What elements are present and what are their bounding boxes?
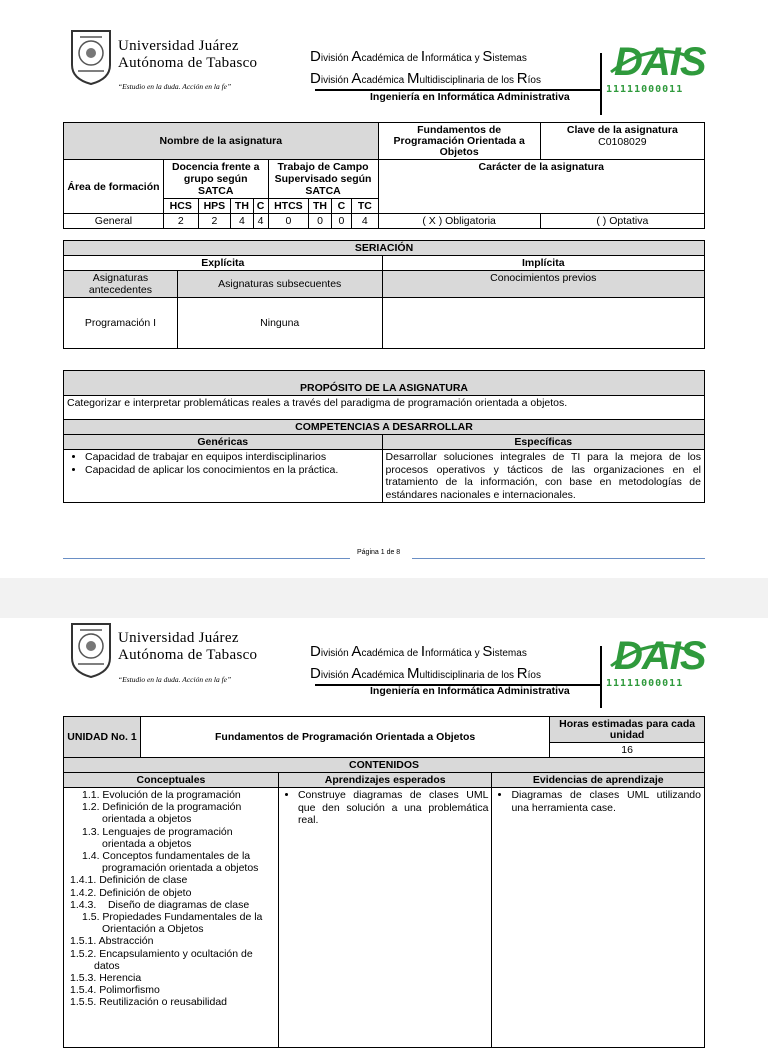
hour-value: 4	[253, 214, 268, 229]
course-name-label: Nombre de la asignatura	[64, 123, 379, 160]
university-line2: Autónoma de Tabasco	[118, 55, 258, 71]
university-line1: Universidad Juárez	[118, 38, 239, 54]
area-value: General	[64, 214, 164, 229]
program-name: Ingeniería en Informática Administrativa	[370, 685, 570, 697]
course-key-value: C0108029	[598, 136, 647, 148]
university-line2: Autónoma de Tabasco	[118, 647, 258, 663]
area-label: Área de formación	[64, 160, 164, 214]
antecedentes-label: Asignaturas antecedentes	[64, 271, 178, 298]
university-line1: Universidad Juárez	[118, 630, 239, 646]
proposito-table	[63, 370, 705, 503]
conceptual-item: 1.4.1. Definición de clase	[70, 874, 188, 887]
conceptuales-list	[70, 789, 275, 1009]
hour-value: 0	[268, 214, 309, 229]
conceptual-item: 1.5.3. Herencia	[70, 972, 142, 985]
unidad-hours-label: Horas estimadas para cada unidad	[550, 717, 705, 743]
unidad-hours-value: 16	[550, 743, 705, 758]
especificas-label: Específicas	[382, 435, 704, 450]
subsecuentes-label: Asignaturas subsecuentes	[177, 271, 382, 298]
seriacion-title: SERIACIÓN	[64, 241, 705, 256]
hour-header: HCS	[163, 199, 198, 214]
dais-logo	[606, 636, 706, 692]
list-item: • Diagramas de clases UML utilizando una herramienta case.	[511, 789, 701, 814]
hour-header: HPS	[198, 199, 231, 214]
hour-header: C	[331, 199, 351, 214]
trabajo-label: Trabajo de Campo Supervisado según SATCA	[268, 160, 378, 199]
course-name-value: Fundamentos de Programación Orientada a Objetos	[378, 123, 540, 160]
division-line-2: División Académica Multidisciplinaria de los Ríos	[310, 665, 541, 682]
conceptual-item: 1.5.5. Reutilización o reusabilidad	[70, 996, 228, 1009]
conceptual-item: 1.5.4. Polimorfismo	[70, 984, 160, 997]
list-item: • Construye diagramas de clases UML que den solución a una problemática real.	[298, 789, 489, 827]
proposito-title: PROPÓSITO DE LA ASIGNATURA	[64, 371, 705, 396]
conceptual-item: 1.2. Definición de la programación	[82, 801, 242, 814]
course-key-cell	[540, 123, 704, 160]
genericas-label: Genéricas	[64, 435, 383, 450]
footer-rule-left	[63, 558, 350, 559]
course-key-label: Clave de la asignatura	[566, 124, 678, 136]
conceptuales-list-cell	[64, 788, 279, 1048]
contenidos-title: CONTENIDOS	[64, 758, 705, 773]
course-info-table	[63, 122, 705, 229]
obligatoria-option: ( X ) Obligatoria	[378, 214, 540, 229]
competencias-title: COMPETENCIAS A DESARROLLAR	[64, 420, 705, 435]
conceptual-item: 1.4.3. Diseño de diagramas de clase	[70, 898, 250, 911]
conceptual-item: 1.3. Lenguajes de programación	[82, 825, 233, 838]
aprendizajes-label: Aprendizajes esperados	[278, 773, 492, 788]
unidad-table	[63, 716, 705, 1048]
university-name	[118, 38, 257, 72]
previos-value	[382, 298, 704, 349]
aprendizaje-cell	[278, 788, 492, 1048]
division-line-1: División Académica de Informática y Sistemas	[310, 643, 527, 660]
dais-logo	[606, 42, 706, 98]
conceptual-item: 1.4.2. Definición de objeto	[70, 886, 192, 899]
hour-header: TH	[309, 199, 331, 214]
hour-value: 2	[163, 214, 198, 229]
header-divider	[600, 646, 602, 708]
caracter-label: Carácter de la asignatura	[378, 160, 704, 214]
hour-value: 0	[309, 214, 331, 229]
page-number: Página 1 de 8	[357, 549, 401, 556]
explicita-label: Explícita	[64, 256, 383, 271]
especificas-text: Desarrollar soluciones integrales de TI para la mejora de los procesos operativos y tácticos de las organizaciones en el tratamiento de la información, con base en metodologías de estándares nacionales e internacionales.	[382, 450, 704, 503]
conceptual-item: 1.5. Propiedades Fundamentales de la	[82, 911, 263, 924]
list-item: • Capacidad de aplicar los conocimientos en la práctica.	[85, 464, 379, 477]
hour-value: 4	[231, 214, 253, 229]
page2-header	[0, 600, 768, 710]
page1-header	[0, 0, 768, 115]
list-item: • Capacidad de trabajar en equipos interdisciplinarios	[85, 451, 379, 464]
docencia-label: Docencia frente a grupo según SATCA	[163, 160, 268, 199]
previos-label: Conocimientos previos	[382, 271, 704, 298]
subsecuentes-value: Ninguna	[177, 298, 382, 349]
conceptual-item: orientada a objetos	[102, 813, 192, 826]
university-motto: “Estudio en la duda. Acción en la fe”	[118, 675, 232, 684]
program-name: Ingeniería en Informática Administrativa	[370, 91, 570, 103]
hour-values-row	[64, 214, 705, 229]
hour-value: 4	[352, 214, 379, 229]
conceptual-item: datos	[94, 959, 120, 972]
footer-rule-right	[412, 558, 705, 559]
hour-value: 0	[331, 214, 351, 229]
hour-header: C	[253, 199, 268, 214]
hour-header: TC	[352, 199, 379, 214]
dais-logo-text: DAIS	[614, 634, 706, 678]
proposito-text: Categorizar e interpretar problemáticas reales a través del paradigma de programación orientada a objetos.	[64, 396, 705, 420]
dais-logo-text: DAIS	[614, 40, 706, 84]
hour-header: HTCS	[268, 199, 309, 214]
dais-logo-bits: 11111000011	[606, 84, 684, 95]
unidad-label: UNIDAD No. 1	[64, 717, 141, 758]
evidencia-cell	[492, 788, 705, 1048]
conceptual-item: 1.1. Evolución de la programación	[82, 789, 241, 801]
university-seal-icon	[68, 620, 114, 678]
university-name	[118, 630, 257, 664]
division-line-1: División Académica de Informática y Sistemas	[310, 48, 527, 65]
university-motto: “Estudio en la duda. Acción en la fe”	[118, 82, 232, 91]
conceptuales-label: Conceptuales	[64, 773, 279, 788]
implicita-label: Implícita	[382, 256, 704, 271]
evidencias-label: Evidencias de aprendizaje	[492, 773, 705, 788]
conceptual-item: programación orientada a objetos	[102, 862, 259, 875]
division-line-2: División Académica Multidisciplinaria de los Ríos	[310, 70, 541, 87]
genericas-list-cell	[64, 450, 383, 503]
conceptual-item: 1.5.2. Encapsulamiento y ocultación de	[70, 947, 253, 960]
genericas-list	[67, 451, 379, 477]
header-divider	[600, 53, 602, 115]
conceptual-item: orientada a objetos	[102, 837, 192, 850]
seriacion-table	[63, 240, 705, 349]
university-seal-icon	[68, 27, 114, 85]
hour-header: TH	[231, 199, 253, 214]
hour-value: 2	[198, 214, 231, 229]
conceptual-item: Orientación a Objetos	[102, 923, 204, 936]
conceptual-item: 1.5.1. Abstracción	[70, 935, 154, 948]
dais-logo-bits: 11111000011	[606, 678, 684, 689]
conceptual-item: 1.4. Conceptos fundamentales de la	[82, 850, 251, 863]
optativa-option: ( ) Optativa	[540, 214, 704, 229]
unidad-title: Fundamentos de Programación Orientada a Objetos	[140, 717, 549, 758]
antecedentes-value: Programación I	[64, 298, 178, 349]
